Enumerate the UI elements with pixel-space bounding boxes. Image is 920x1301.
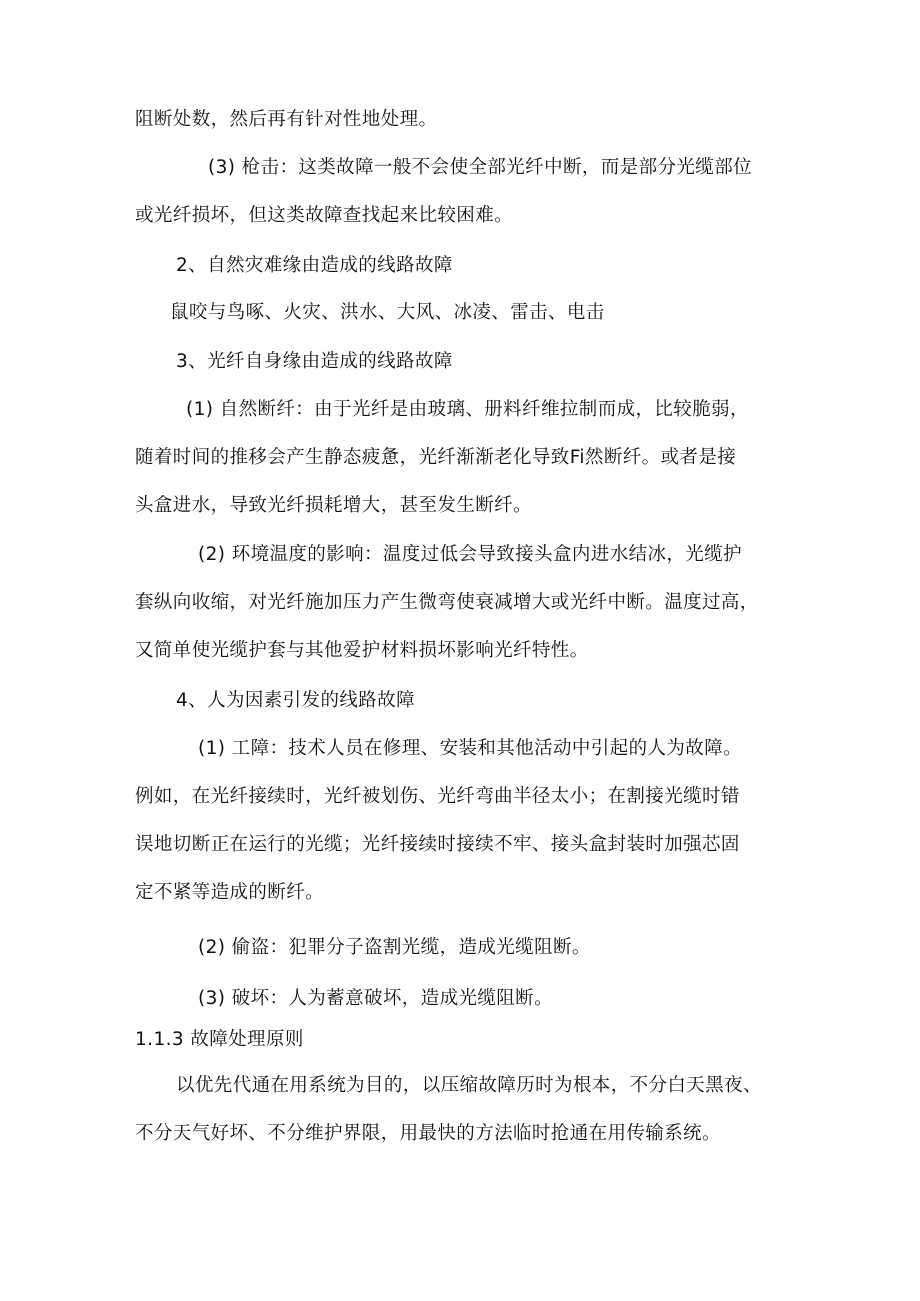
text-line-11: 套纵向收缩，对光纤施加压力产生微弯使衰减增大或光纤中断。温度过高， <box>135 592 759 613</box>
text-line-19: (3) 破坏：人为蓄意破坏，造成光缆阻断。 <box>198 988 553 1009</box>
text-line-21: 以优先代通在用系统为目的，以压缩故障历时为根本，不分白天黑夜、 <box>176 1075 762 1096</box>
text-line-12: 又简单使光缆护套与其他爱护材料损坏影响光纤特性。 <box>135 640 589 661</box>
text-line-17: 定不紧等造成的断纤。 <box>135 882 325 903</box>
text-line-15: 例如，在光纤接续时，光纤被划伤、光纤弯曲半径太小；在割接光缆时错 <box>135 786 740 807</box>
text-line-5: 鼠咬与鸟啄、火灾、洪水、大风、冰凌、雷击、电击 <box>170 302 605 323</box>
section-heading-4: 4、人为因素引发的线路故障 <box>176 690 415 711</box>
text-line-9: 头盒进水，导致光纤损耗增大，甚至发生断纤。 <box>135 495 532 516</box>
text-line-14: (1) 工障：技术人员在修理、安装和其他活动中引起的人为故障。 <box>198 738 742 759</box>
text-line-1: 阻断处数，然后再有针对性地处理。 <box>135 109 438 130</box>
text-line-2: (3) 枪击：这类故障一般不会使全部光纤中断，而是部分光缆部位 <box>208 157 752 178</box>
text-line-16: 误地切断正在运行的光缆；光纤接续时接续不牢、接头盒封装时加强芯固 <box>135 834 740 855</box>
subsection-heading-1-1-3: 1.1.3 故障处理原则 <box>135 1029 304 1050</box>
text-line-22: 不分天气好坏、不分维护界限，用最快的方法临时抢通在用传输系统。 <box>135 1123 721 1144</box>
text-line-18: (2) 偷盗：犯罪分子盗割光缆，造成光缆阻断。 <box>198 937 591 958</box>
section-heading-3: 3、光纤自身缘由造成的线路故障 <box>176 351 453 372</box>
text-line-8: 随着时间的推移会产生静态疲惫，光纤渐渐老化导致Fi然断纤。或者是接 <box>135 447 737 468</box>
section-heading-2: 2、自然灾难缘由造成的线路故障 <box>176 255 453 276</box>
text-line-7: (1) 自然断纤：由于光纤是由玻璃、册料纤维拉制而成，比较脆弱， <box>186 399 749 420</box>
text-line-10: (2) 环境温度的影响：温度过低会导致接头盒内进水结冰，光缆护 <box>198 544 742 565</box>
text-line-3: 或光纤损坏，但这类故障查找起来比较困难。 <box>135 205 514 226</box>
